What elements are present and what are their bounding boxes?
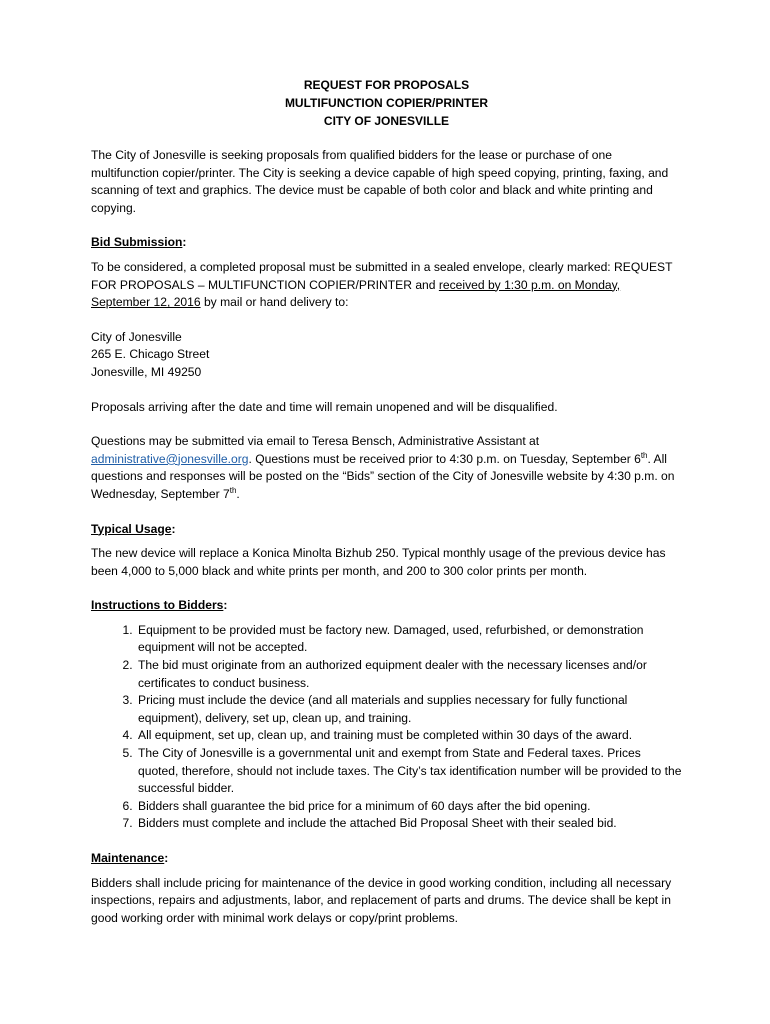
list-item: 6. Bidders shall guarantee the bid price for a minimum of 60 days after the bid opening. <box>136 798 682 816</box>
typical-usage-heading-text: Typical Usage <box>91 521 172 536</box>
late-notice: Proposals arriving after the date and time will remain unopened and will be disqualified. <box>91 399 558 414</box>
title-line-3: CITY OF JONESVILLE <box>323 114 450 128</box>
address-city: Jonesville, MI 49250 <box>91 364 202 379</box>
bid-deadline: received by 1:30 p.m. on Monday, September 12, 2016 <box>91 277 621 310</box>
bid-submission-paragraph <box>91 259 682 312</box>
bid-text-after: by mail or hand delivery to: <box>200 295 349 310</box>
list-item: 4. All equipment, set up, clean up, and training must be completed within 30 days of the award. <box>136 727 682 745</box>
questions-end: . <box>236 486 240 501</box>
bid-submission-heading-text: Bid Submission <box>91 235 183 250</box>
maintenance-heading <box>91 850 682 868</box>
list-item: 5. The City of Jonesville is a governmental unit and exempt from State and Federal taxes. Prices quoted, therefore, should not include taxes. The City’s tax identification number will be provided to the successful bidder. <box>136 745 682 798</box>
maintenance-heading-text: Maintenance <box>91 851 165 865</box>
typical-usage-paragraph: The new device will replace a Konica Minolta Bizhub 250. Typical monthly usage of the previous device has been 4,000 to 5,000 black and white prints per month, and 200 to 300 color prints per month. <box>91 546 666 578</box>
bid-submission-heading <box>91 234 682 252</box>
list-item: 1. Equipment to be provided must be factory new. Damaged, used, refurbished, or demonstration equipment will not be accepted. <box>136 622 682 657</box>
questions-middle: . Questions must be received prior to 4:30 p.m. on Tuesday, September 6 <box>248 451 641 466</box>
mailing-address <box>91 329 682 382</box>
heading-colon: : <box>171 521 176 536</box>
list-item: 2. The bid must originate from an authorized equipment dealer with the necessary licenses and/or certificates to conduct business. <box>136 657 682 692</box>
questions-paragraph <box>91 433 682 503</box>
title-line-2: MULTIFUNCTION COPIER/PRINTER <box>284 96 489 110</box>
heading-colon: : <box>182 235 187 250</box>
heading-colon: : <box>223 598 228 613</box>
instructions-heading <box>91 597 682 615</box>
bid-text-before: To be considered, a completed proposal must be submitted in a sealed envelope, clearly marked: REQUEST FOR PROPOSALS – MULTIFUNCTION COPIER/PRINTER and <box>91 259 673 292</box>
superscript-th-2: th <box>229 485 237 495</box>
instructions-list <box>91 622 682 833</box>
list-item: 7. Bidders must complete and include the attached Bid Proposal Sheet with their sealed bid. <box>136 815 682 833</box>
heading-colon: : <box>164 851 169 865</box>
superscript-th-1: th <box>640 450 648 460</box>
intro-paragraph: The City of Jonesville is seeking proposals from qualified bidders for the lease or purchase of one multifunction copier/printer. The City is seeking a device capable of high speed copying, printing, faxing, and scanning of text and graphics. The device must be capable of both color and black and white printing and copying. <box>91 148 669 215</box>
list-item: 3. Pricing must include the device (and all materials and supplies necessary for fully functional equipment), delivery, set up, clean up, and training. <box>136 692 682 727</box>
address-street: 265 E. Chicago Street <box>91 347 210 362</box>
email-link[interactable]: administrative@jonesville.org <box>91 451 249 466</box>
instructions-heading-text: Instructions to Bidders <box>91 598 224 613</box>
questions-before: Questions may be submitted via email to Teresa Bensch, Administrative Assistant at <box>91 434 540 449</box>
title-line-1: REQUEST FOR PROPOSALS <box>303 78 470 92</box>
questions-after: . All questions and responses will be posted on the “Bids” section of the City of Jonesville website by 4:30 p.m. on Wednesday, September 7 <box>91 451 675 501</box>
address-name: City of Jonesville <box>91 329 182 344</box>
maintenance-paragraph: Bidders shall include pricing for maintenance of the device in good working condition, including all necessary inspections, repairs and adjustments, labor, and replacement of parts and drums. The device shall be kept in good working order with minimal work delays or copy/print problems. <box>91 875 672 925</box>
document-title <box>91 76 682 130</box>
typical-usage-heading <box>91 521 682 539</box>
